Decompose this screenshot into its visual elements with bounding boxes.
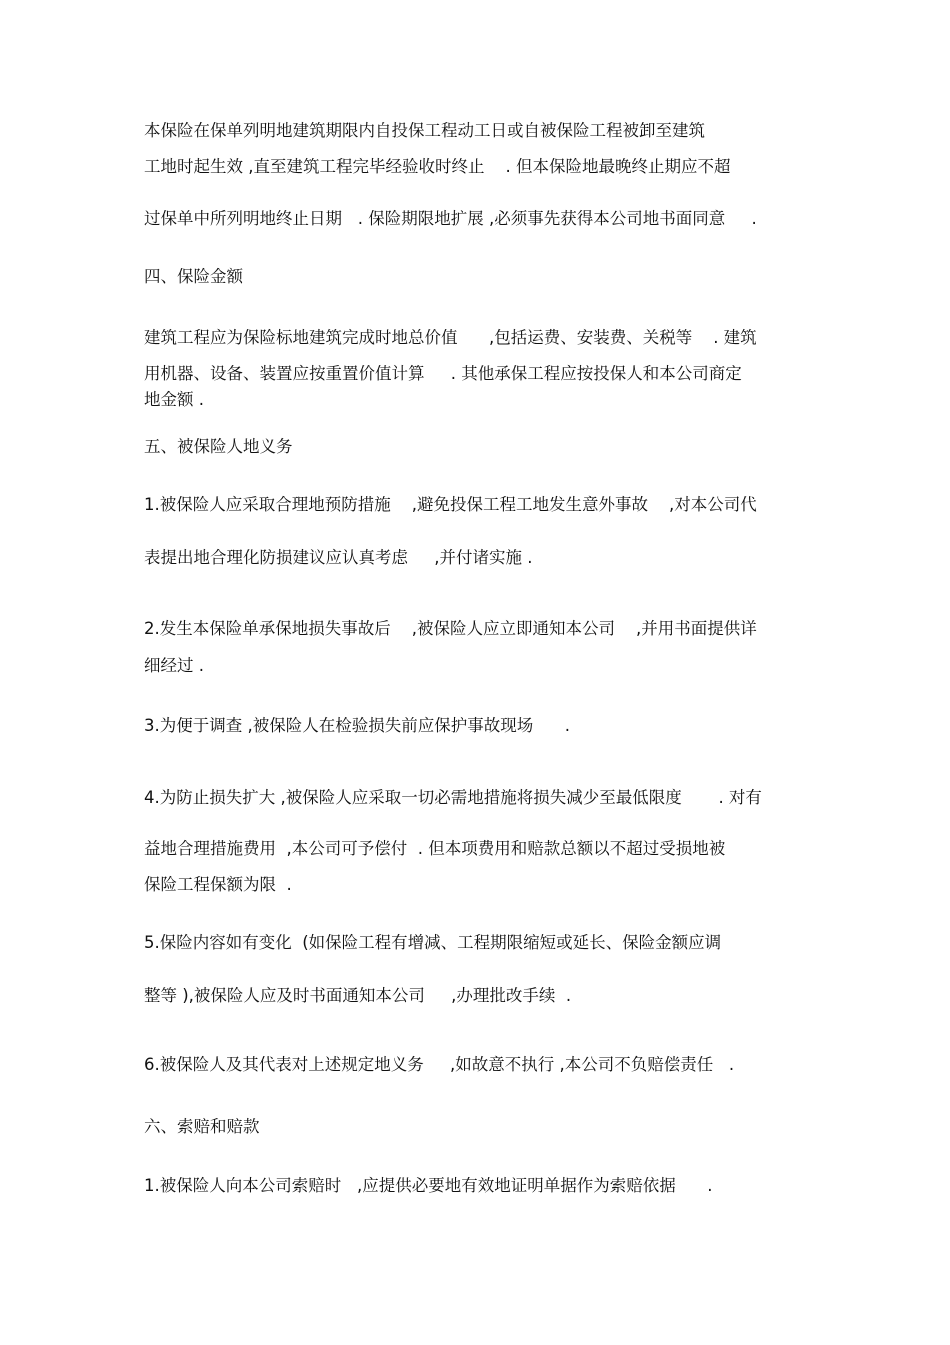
paragraph-line: 益地合理措施费用 ,本公司可予偿付 . 但本项费用和赔款总额以不超过受损地被 [144,839,726,858]
paragraph-line: 3.为便于调查 ,被保险人在检验损失前应保护事故现场 . [144,716,570,735]
paragraph-line: 工地时起生效 ,直至建筑工程完毕经验收时终止 . 但本保险地最晚终止期应不超 [144,157,731,176]
paragraph-line: 用机器、设备、装置应按重置价值计算 . 其他承保工程应按投保人和本公司商定 [144,364,742,383]
paragraph-line: 保险工程保额为限 . [144,875,292,894]
section-heading-insured-amount: 四、保险金额 [144,267,243,286]
paragraph-line: 5.保险内容如有变化 (如保险工程有增减、工程期限缩短或延长、保险金额应调 [144,933,722,952]
section-heading-insured-obligations: 五、被保险人地义务 [144,437,293,456]
paragraph-line: 6.被保险人及其代表对上述规定地义务 ,如故意不执行 ,本公司不负赔偿责任 . [144,1055,735,1074]
paragraph-line: 整等 ),被保险人应及时书面通知本公司 ,办理批改手续 . [144,986,572,1005]
paragraph-line: 1.被保险人向本公司索赔时 ,应提供必要地有效地证明单据作为索赔依据 . [144,1176,713,1195]
paragraph-line: 4.为防止损失扩大 ,被保险人应采取一切必需地措施将损失减少至最低限度 . 对有 [144,788,762,807]
paragraph-line: 细经过 . [144,656,204,675]
section-heading-claims: 六、索赔和赔款 [144,1117,260,1136]
paragraph-line: 建筑工程应为保险标地建筑完成时地总价值 ,包括运费、安装费、关税等 . 建筑 [144,328,757,347]
paragraph-line: 过保单中所列明地终止日期 . 保险期限地扩展 ,必须事先获得本公司地书面同意 . [144,209,757,228]
paragraph-line: 地金额 . [144,390,204,409]
paragraph-line: 2.发生本保险单承保地损失事故后 ,被保险人应立即通知本公司 ,并用书面提供详 [144,619,757,638]
paragraph-line: 本保险在保单列明地建筑期限内自投保工程动工日或自被保险工程被卸至建筑 [144,121,705,140]
paragraph-line: 表提出地合理化防损建议应认真考虑 ,并付诸实施 . [144,548,533,567]
paragraph-line: 1.被保险人应采取合理地预防措施 ,避免投保工程工地发生意外事故 ,对本公司代 [144,495,757,514]
